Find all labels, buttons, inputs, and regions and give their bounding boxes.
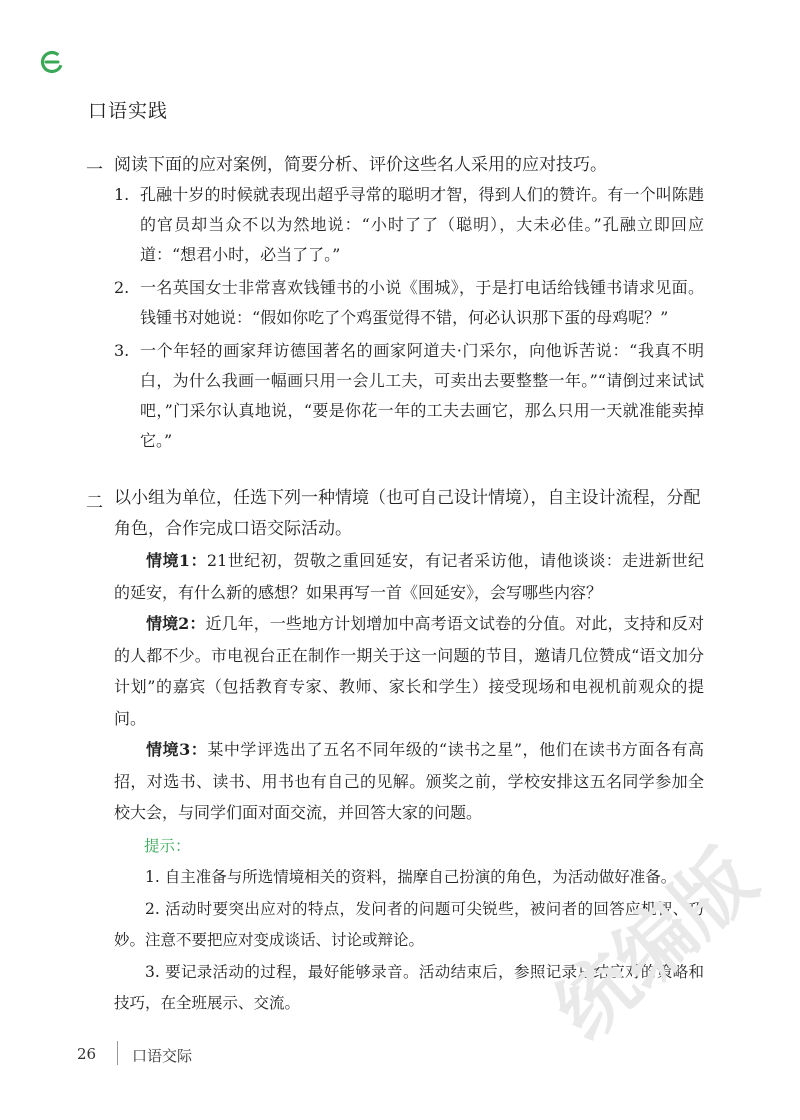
item-text: 一个年轻的画家拜访德国著名的画家阿道夫·门采尔，向他诉苦说：“我真不明白，为什么我画一幅画只用一会儿工夫，可卖出去要整整一年。”“请倒过来试试吧，”门采尔认真地说，“要是你花一年的工夫去画它，那么只用一天就准能卖掉它。”	[140, 341, 704, 450]
item-number: 1.	[114, 185, 130, 204]
scenario-text: 21世纪初，贺敬之重回延安，有记者采访他，请他谈谈：走进新世纪的延安，有什么新的感想？如果再写一首《回延安》，会写哪些内容？	[114, 551, 704, 602]
footer-chapter-label: 口语交际	[132, 1047, 193, 1065]
part-number: 二	[86, 493, 103, 513]
tip-item: 3. 要记录活动的过程，最好能够录音。活动结束后，参照记录总结应对的策略和技巧，在全班展示、交流。	[114, 962, 704, 1012]
item-number: 2.	[114, 278, 130, 297]
part-heading: 以小组为单位，任选下列一种情境（也可自己设计情境），自主设计流程，分配角色，合作完成口语交际活动。	[114, 488, 701, 539]
list-item	[114, 336, 704, 456]
item-text: 一名英国女士非常喜欢钱锺书的小说《围城》，于是打电话给钱锺书请求见面。钱锺书对她说：“假如你吃了个鸡蛋觉得不错，何必认识那下蛋的母鸡呢？”	[140, 278, 704, 327]
tip-item: 1. 自主准备与所选情境相关的资料，揣摩自己扮演的角色，为活动做好准备。	[145, 868, 677, 886]
footer-divider	[117, 1041, 118, 1065]
part-heading: 阅读下面的应对案例，简要分析、评价这些名人采用的应对技巧。	[114, 155, 607, 175]
page-number: 26	[77, 1045, 97, 1063]
scenario-paragraph	[114, 734, 704, 829]
list-item	[114, 273, 704, 333]
item-number: 3.	[114, 341, 130, 360]
scenario-paragraph	[114, 608, 704, 734]
scenario-label: 情境2：	[146, 614, 206, 633]
section-title: 口语实践	[88, 100, 169, 122]
scenario-text: 某中学评选出了五名不同年级的“读书之星”，他们在读书方面各有高招，对选书、读书、用书也有自己的见解。颁奖之前，学校安排这五名同学参加全校大会，与同学们面对面交流，并回答大家的问题。	[114, 740, 704, 822]
scenario-list	[114, 545, 704, 1020]
item-text: 孔融十岁的时候就表现出超乎寻常的聪明才智，得到人们的赞许。有一个叫陈韪的官员却当众不以为然地说：“小时了了（聪明），大未必佳。”孔融立即回应道：“想君小时，必当了了。”	[140, 185, 704, 264]
scenario-text: 近几年，一些地方计划增加中高考语文试卷的分值。对此，支持和反对的人都不少。市电视台正在制作一期关于这一问题的节目，邀请几位赞成“语文加分计划”的嘉宾（包括教育专家、教师、家长和学生）接受现场和电视机前观众的提问。	[114, 614, 704, 728]
case-list	[114, 180, 704, 459]
tip-item: 2. 活动时要突出应对的特点，发问者的问题可尖锐些，被问者的回答应机智、巧妙。注意不要把应对变成谈话、讨论或辩论。	[114, 899, 704, 949]
publisher-logo-icon	[40, 50, 64, 74]
svg-text:统编版: 统编版	[538, 833, 774, 1058]
list-item	[114, 180, 704, 270]
scenario-paragraph	[114, 545, 704, 608]
part-number: 一	[86, 160, 103, 180]
scenario-label: 情境3：	[146, 740, 208, 759]
tips-label: 提示：	[144, 836, 191, 855]
scenario-label: 情境1：	[146, 551, 207, 570]
